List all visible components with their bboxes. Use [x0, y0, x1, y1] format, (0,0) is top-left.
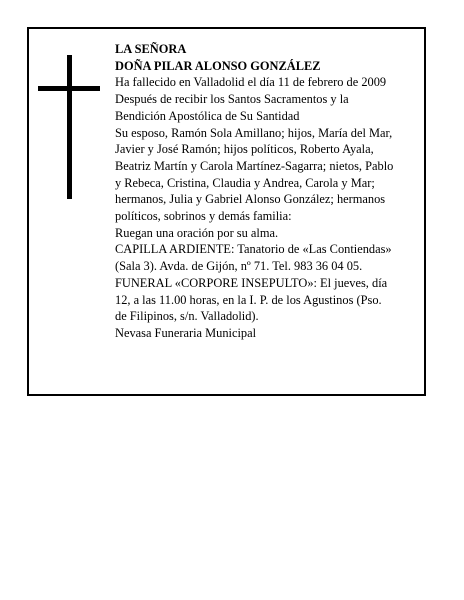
text-line: hermanos, Julia y Gabriel Alonso González; hermanos — [115, 192, 386, 207]
text-line: Bendición Apostólica de Su Santidad — [115, 108, 300, 123]
cross-icon — [38, 55, 100, 199]
text-line: Ha fallecido en Valladolid el día 11 de febrero de 2009 — [115, 75, 387, 90]
text-line: 12, a las 11.00 horas, en la I. P. de los Agustinos (Pso. — [115, 292, 382, 307]
obituary-notice — [27, 27, 426, 396]
text-line: (Sala 3). Avda. de Gijón, nº 71. Tel. 983 36 04 05. — [115, 259, 363, 274]
text-line: Nevasa Funeraria Municipal — [115, 325, 257, 340]
text-line: de Filipinos, s/n. Valladolid). — [115, 309, 259, 324]
text-line: Javier y José Ramón; hijos políticos, Roberto Ayala, — [115, 142, 374, 157]
text-line: Ruegan una oración por su alma. — [115, 225, 279, 240]
text-line: Beatriz Martín y Carola Martínez-Sagarra; nietos, Pablo — [115, 158, 394, 173]
text-line: Su esposo, Ramón Sola Amillano; hijos, María del Mar, — [115, 125, 393, 140]
text-line: FUNERAL «CORPORE INSEPULTO»: El jueves, día — [115, 275, 388, 290]
deceased-name: DOÑA PILAR ALONSO GONZÁLEZ — [115, 58, 321, 73]
text-line: políticos, sobrinos y demás familia: — [115, 209, 292, 224]
text-line: Después de recibir los Santos Sacramentos y la — [115, 92, 349, 107]
cross-vertical-bar — [67, 55, 72, 199]
cross-horizontal-bar — [38, 86, 100, 91]
obituary-text — [115, 41, 427, 342]
obituary-heading: LA SEÑORA — [115, 42, 187, 56]
text-line: y Rebeca, Cristina, Claudia y Andrea, Carola y Mar; — [115, 175, 375, 190]
text-line: CAPILLA ARDIENTE: Tanatorio de «Las Contiendas» — [115, 242, 392, 257]
